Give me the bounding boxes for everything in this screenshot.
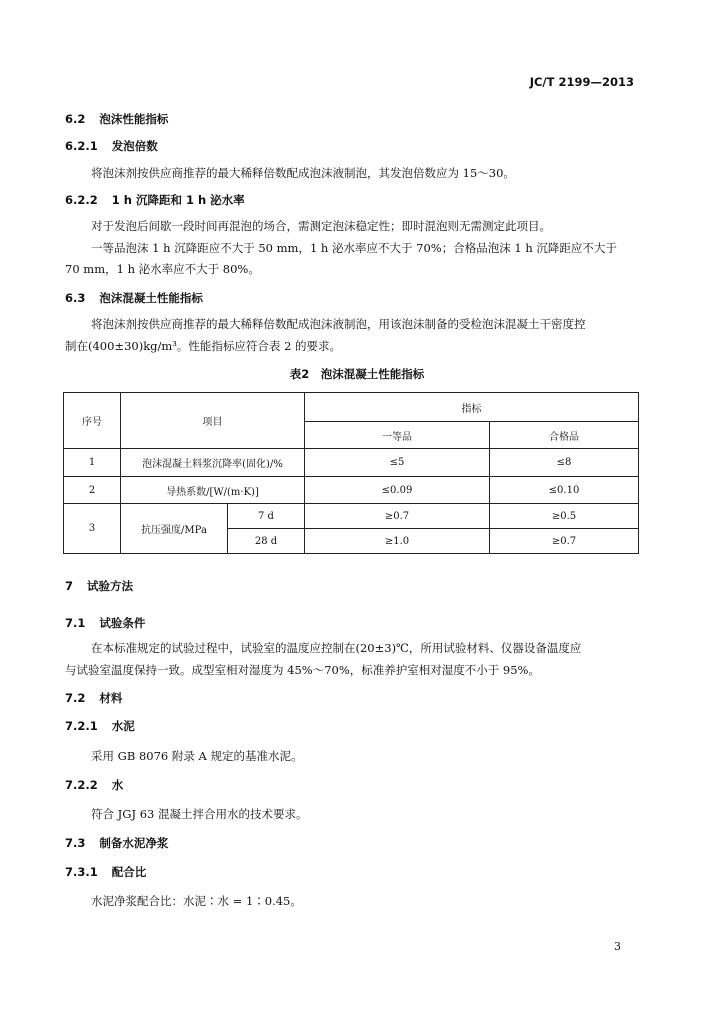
section-number: 7.2: [65, 691, 86, 705]
section-number: 7.3.1: [65, 865, 98, 879]
section-title: 水: [111, 778, 124, 792]
table-row: [64, 449, 639, 477]
paragraph: 将泡沫剂按供应商推荐的最大稀释倍数配成泡沫液制泡，其发泡倍数应为 15～30。: [91, 166, 515, 180]
paragraph: 在本标准规定的试验过程中，试验室的温度应控制在(20±3)℃，所用试验材料、仪器设备温度应: [91, 641, 582, 655]
table-caption: 表2 泡沫混凝土性能指标: [289, 367, 425, 381]
section-7-heading: [65, 578, 133, 594]
section-7-1-heading: [65, 615, 145, 631]
section-title: 配合比: [111, 865, 147, 879]
row-qualified-grade: ≥0.5: [490, 504, 639, 529]
section-title: 材料: [99, 691, 123, 705]
paragraph: 70 mm，1 h 泌水率应不大于 80%。: [65, 262, 260, 276]
row-item: 泡沫混凝土料浆沉降率(固化)/%: [121, 449, 305, 477]
row-qualified-grade: ≤0.10: [490, 477, 639, 504]
section-7-2-1-heading: [65, 718, 135, 734]
paragraph: 水泥净浆配合比：水泥∶水 = 1∶0.45。: [91, 894, 302, 908]
table-row: [64, 477, 639, 504]
section-number: 6.2.1: [65, 139, 98, 153]
paragraph: 对于发泡后间歇一段时间再混泡的场合，需测定泡沫稳定性；即时混泡则无需测定此项目。: [91, 219, 551, 233]
section-number: 7.2.1: [65, 719, 98, 733]
page-number: 3: [614, 940, 621, 953]
paragraph: 一等品泡沫 1 h 沉降距应不大于 50 mm，1 h 泌水率应不大于 70%；合格品泡沫 1 h 沉降距应不大于: [91, 241, 617, 255]
paragraph: 符合 JGJ 63 混凝土拌合用水的技术要求。: [91, 807, 308, 821]
row-qualified-grade: ≥0.7: [490, 529, 639, 554]
section-number: 7.3: [65, 836, 86, 850]
header-index: 指标: [305, 393, 639, 422]
row-age: 28 d: [228, 529, 305, 554]
paragraph: 制在(400±30)kg/m³。性能指标应符合表 2 的要求。: [65, 339, 342, 353]
paragraph: 与试验室温度保持一致。成型室相对湿度为 45%～70%，标准养护室相对湿度不小于 95%。: [65, 663, 540, 677]
section-number: 7: [65, 579, 74, 593]
row-item: 抗压强度/MPa: [121, 504, 228, 554]
section-number: 6.2: [65, 112, 86, 126]
row-no: 1: [64, 449, 121, 477]
row-no: 2: [64, 477, 121, 504]
section-title: 泡沫性能指标: [99, 112, 169, 126]
section-title: 泡沫混凝土性能指标: [99, 291, 203, 305]
section-6-2-heading: [65, 111, 168, 127]
row-first-grade: ≥1.0: [305, 529, 490, 554]
row-age: 7 d: [228, 504, 305, 529]
section-title: 发泡倍数: [111, 139, 158, 153]
section-title: 试验方法: [87, 579, 134, 593]
section-title: 制备水泥净浆: [99, 836, 169, 850]
performance-table: [63, 392, 639, 554]
table-row: [64, 504, 639, 529]
header-no: 序号: [64, 393, 121, 449]
section-7-3-heading: [65, 835, 168, 851]
row-first-grade: ≥0.7: [305, 504, 490, 529]
row-item: 导热系数/[W/(m·K)]: [121, 477, 305, 504]
header-first-grade: 一等品: [305, 422, 490, 449]
standard-number: JC/T 2199—2013: [529, 75, 634, 89]
section-title: 1 h 沉降距和 1 h 泌水率: [111, 193, 245, 207]
row-qualified-grade: ≤8: [490, 449, 639, 477]
row-first-grade: ≤5: [305, 449, 490, 477]
row-first-grade: ≤0.09: [305, 477, 490, 504]
paragraph: 采用 GB 8076 附录 A 规定的基准水泥。: [91, 749, 303, 763]
header-item: 项目: [121, 393, 305, 449]
section-number: 6.3: [65, 291, 86, 305]
section-title: 水泥: [111, 719, 135, 733]
row-no: 3: [64, 504, 121, 554]
section-6-2-1-heading: [65, 138, 158, 154]
section-7-3-1-heading: [65, 864, 146, 880]
paragraph: 将泡沫剂按供应商推荐的最大稀释倍数配成泡沫液制泡，用该泡沫制备的受检泡沫混凝土干密度控: [91, 317, 586, 331]
section-7-2-heading: [65, 690, 122, 706]
header-qualified-grade: 合格品: [490, 422, 639, 449]
section-number: 7.1: [65, 616, 86, 630]
section-title: 试验条件: [99, 616, 146, 630]
section-number: 7.2.2: [65, 778, 98, 792]
section-6-3-heading: [65, 290, 203, 306]
section-7-2-2-heading: [65, 777, 123, 793]
section-number: 6.2.2: [65, 193, 98, 207]
section-6-2-2-heading: [65, 192, 245, 208]
